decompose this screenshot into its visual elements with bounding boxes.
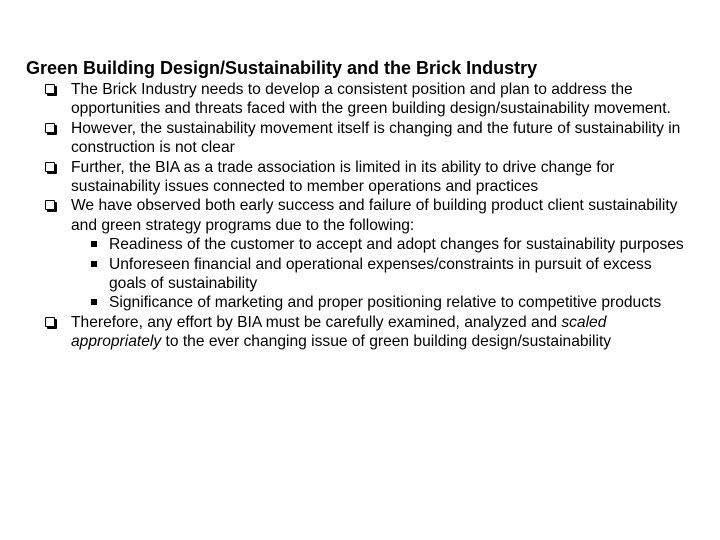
bullet-item: [45, 313, 685, 352]
bullet-item: [45, 196, 685, 312]
bullet-text: However, the sustainability movement itself is changing and the future of sustainability in construction is not clear: [71, 119, 681, 157]
bullet-list: [45, 80, 685, 352]
bullet-text-tail: to the ever changing issue of green building design/sustainability: [161, 333, 612, 351]
sub-bullet-text: Readiness of the customer to accept and adopt changes for sustainability purposes: [109, 236, 684, 254]
sub-bullet-text: Significance of marketing and proper positioning relative to competitive products: [109, 294, 662, 312]
square-bullet-icon: [91, 299, 97, 305]
bullet-text: Further, the BIA as a trade association is limited in its ability to drive change for sustainability issues connected to member operations and practices: [71, 158, 615, 196]
sub-bullet-text: Unforeseen financial and operational expenses/constraints in pursuit of excess goals of sustainability: [109, 255, 652, 293]
bullet-text-lead: Therefore, any effort by BIA must be carefully examined, analyzed and: [71, 313, 562, 331]
checkbox-bullet-icon: [45, 84, 55, 94]
sub-bullet-list: [71, 235, 685, 313]
checkbox-bullet-icon: [45, 162, 55, 172]
bullet-item: [45, 80, 685, 119]
square-bullet-icon: [91, 261, 97, 267]
sub-bullet-item: [78, 255, 685, 294]
bullet-text: The Brick Industry needs to develop a consistent position and plan to address the opportunities and threats faced with the green building design/sustainability movement.: [71, 81, 671, 118]
bullet-text-emphasis: scaled appropriately: [71, 313, 607, 351]
sub-bullet-item: [78, 235, 685, 254]
checkbox-bullet-icon: [45, 123, 55, 133]
square-bullet-icon: [91, 241, 97, 247]
slide-title: Green Building Design/Sustainability and the Brick Industry: [26, 58, 538, 78]
checkbox-bullet-icon: [45, 200, 55, 210]
bullet-text: We have observed both early success and failure of building product client sustainability and green strategy programs due to the following:: [71, 197, 678, 234]
bullet-item: [45, 158, 685, 197]
checkbox-bullet-icon: [45, 317, 55, 327]
sub-bullet-item: [78, 293, 685, 312]
bullet-item: [45, 119, 685, 158]
